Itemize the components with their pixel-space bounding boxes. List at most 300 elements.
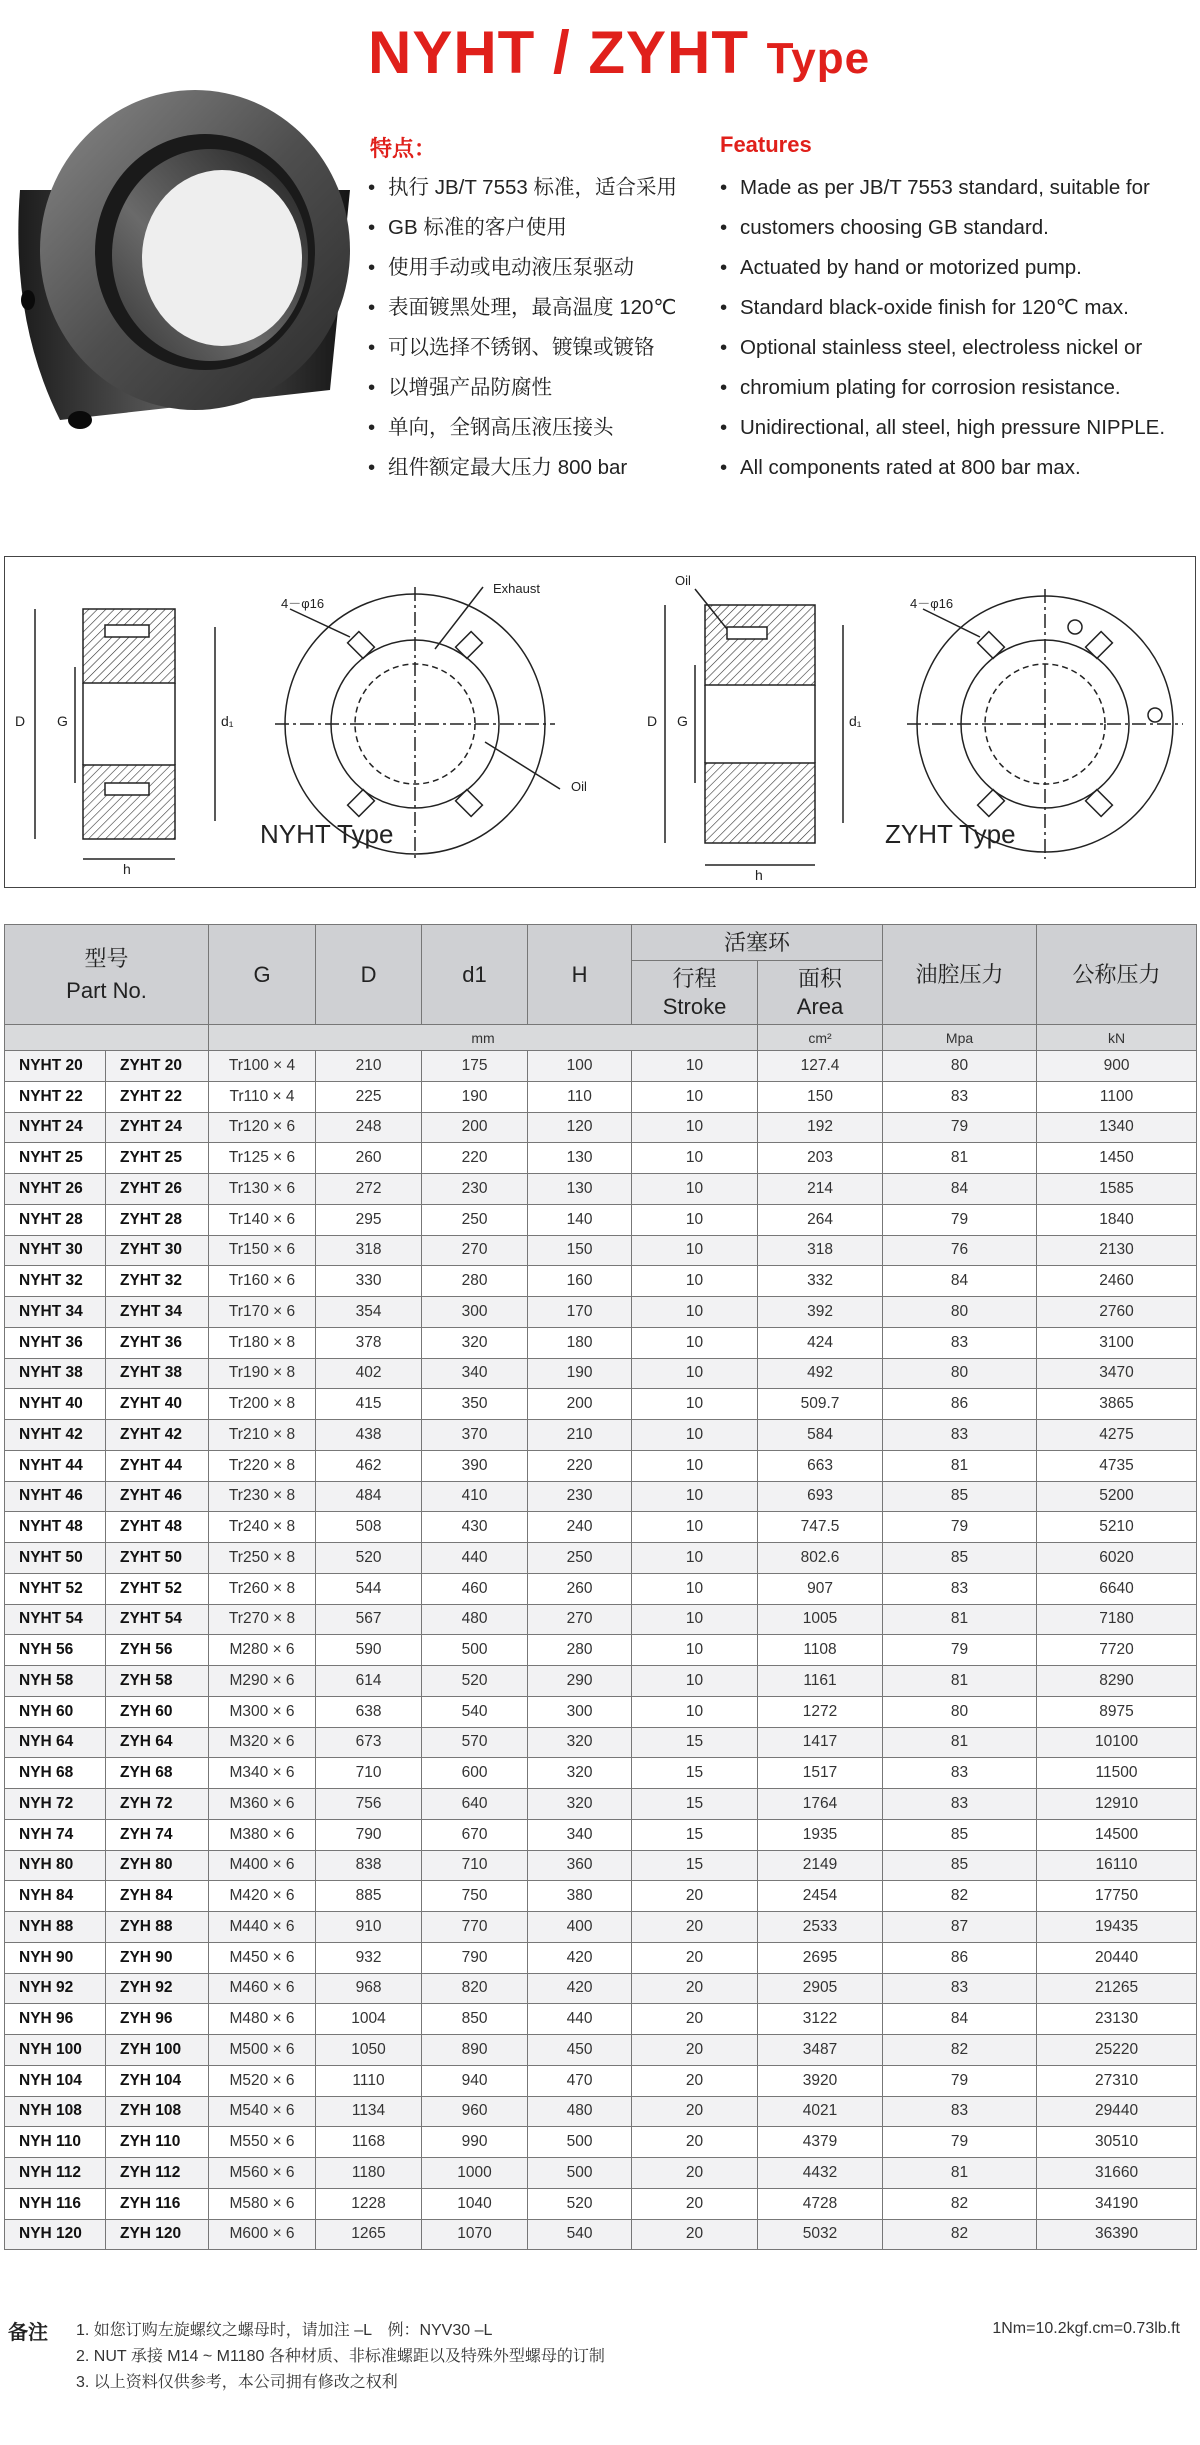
table-cell: 400: [528, 1912, 632, 1943]
table-cell: 86: [883, 1942, 1037, 1973]
table-cell: Tr200 × 8: [209, 1389, 316, 1420]
table-cell: 6020: [1037, 1543, 1197, 1574]
dim-h: h: [123, 861, 131, 877]
table-cell: 1517: [758, 1758, 883, 1789]
feature-item: • customers choosing GB standard.: [720, 208, 1165, 248]
table-cell: 11500: [1037, 1758, 1197, 1789]
table-cell: 1228: [316, 2188, 422, 2219]
table-cell: 21265: [1037, 1973, 1197, 2004]
table-cell: ZYH 88: [106, 1912, 209, 1943]
table-cell: 10: [632, 1327, 758, 1358]
table-cell: 100: [528, 1051, 632, 1082]
table-cell: ZYH 108: [106, 2096, 209, 2127]
table-cell: M360 × 6: [209, 1789, 316, 1820]
feature-item: • 单向，全钢高压液压接头: [368, 408, 677, 448]
table-cell: 470: [528, 2065, 632, 2096]
table-cell: 747.5: [758, 1512, 883, 1543]
table-cell: 83: [883, 1081, 1037, 1112]
table-cell: 15: [632, 1789, 758, 1820]
spec-table-body: [5, 1051, 1197, 2250]
dim-d1-zyht: d₁: [849, 713, 862, 729]
table-cell: ZYHT 30: [106, 1235, 209, 1266]
table-cell: 6640: [1037, 1573, 1197, 1604]
table-cell: 150: [758, 1081, 883, 1112]
table-cell: Tr250 × 8: [209, 1543, 316, 1574]
table-cell: NYHT 50: [5, 1543, 106, 1574]
table-cell: 544: [316, 1573, 422, 1604]
table-cell: 20: [632, 2127, 758, 2158]
table-cell: 4735: [1037, 1450, 1197, 1481]
table-cell: 430: [422, 1512, 528, 1543]
table-cell: 10: [632, 1666, 758, 1697]
feature-item: • 执行 JB/T 7553 标准，适合采用: [368, 168, 677, 208]
table-cell: 10: [632, 1174, 758, 1205]
dim-G: G: [57, 713, 68, 729]
table-cell: 120: [528, 1112, 632, 1143]
table-cell: 500: [528, 2127, 632, 2158]
table-cell: 272: [316, 1174, 422, 1205]
table-cell: Tr220 × 8: [209, 1450, 316, 1481]
table-cell: M400 × 6: [209, 1850, 316, 1881]
table-cell: NYHT 24: [5, 1112, 106, 1143]
table-cell: NYHT 38: [5, 1358, 106, 1389]
table-cell: 940: [422, 2065, 528, 2096]
table-cell: 80: [883, 1051, 1037, 1082]
table-cell: 264: [758, 1204, 883, 1235]
table-row: [5, 1912, 1197, 1943]
table-cell: 673: [316, 1727, 422, 1758]
feature-item: • 表面镀黑处理，最高温度 120℃: [368, 288, 677, 328]
table-cell: 1450: [1037, 1143, 1197, 1174]
feature-item: • Standard black-oxide finish for 120℃ max.: [720, 288, 1165, 328]
table-cell: 509.7: [758, 1389, 883, 1420]
table-cell: 83: [883, 2096, 1037, 2127]
table-cell: 20: [632, 2219, 758, 2250]
table-cell: NYHT 20: [5, 1051, 106, 1082]
table-cell: M450 × 6: [209, 1942, 316, 1973]
table-cell: 175: [422, 1051, 528, 1082]
table-cell: 82: [883, 2035, 1037, 2066]
table-cell: NYHT 36: [5, 1327, 106, 1358]
table-cell: 85: [883, 1819, 1037, 1850]
table-cell: 360: [528, 1850, 632, 1881]
table-cell: 438: [316, 1420, 422, 1451]
table-cell: 23130: [1037, 2004, 1197, 2035]
table-cell: 320: [422, 1327, 528, 1358]
table-cell: 520: [422, 1666, 528, 1697]
table-cell: 590: [316, 1635, 422, 1666]
table-cell: 420: [528, 1942, 632, 1973]
zyht-type-label: ZYHT Type: [885, 819, 1016, 849]
table-cell: 932: [316, 1942, 422, 1973]
table-row: [5, 2188, 1197, 2219]
table-cell: 31660: [1037, 2158, 1197, 2189]
table-cell: 1417: [758, 1727, 883, 1758]
table-cell: 1180: [316, 2158, 422, 2189]
table-cell: 248: [316, 1112, 422, 1143]
table-cell: 910: [316, 1912, 422, 1943]
table-row: [5, 1819, 1197, 1850]
table-cell: 290: [528, 1666, 632, 1697]
table-cell: 180: [528, 1327, 632, 1358]
table-cell: 1935: [758, 1819, 883, 1850]
table-cell: 20: [632, 2188, 758, 2219]
table-cell: 480: [422, 1604, 528, 1635]
table-cell: 3487: [758, 2035, 883, 2066]
table-cell: 378: [316, 1327, 422, 1358]
feature-item: • Unidirectional, all steel, high pressure NIPPLE.: [720, 408, 1165, 448]
table-cell: 10: [632, 1450, 758, 1481]
table-cell: 20: [632, 1973, 758, 2004]
table-cell: NYH 64: [5, 1727, 106, 1758]
table-cell: 27310: [1037, 2065, 1197, 2096]
table-cell: ZYHT 52: [106, 1573, 209, 1604]
table-cell: 4379: [758, 2127, 883, 2158]
table-cell: Tr260 × 8: [209, 1573, 316, 1604]
table-cell: NYHT 44: [5, 1450, 106, 1481]
table-cell: 20: [632, 2035, 758, 2066]
dim-D-zyht: D: [647, 713, 658, 729]
table-cell: 16110: [1037, 1850, 1197, 1881]
table-cell: 15: [632, 1850, 758, 1881]
table-cell: NYHT 46: [5, 1481, 106, 1512]
table-cell: 4728: [758, 2188, 883, 2219]
table-cell: 81: [883, 2158, 1037, 2189]
table-cell: 79: [883, 1112, 1037, 1143]
table-cell: M280 × 6: [209, 1635, 316, 1666]
table-cell: 1004: [316, 2004, 422, 2035]
table-cell: ZYH 96: [106, 2004, 209, 2035]
table-cell: 710: [316, 1758, 422, 1789]
table-cell: M300 × 6: [209, 1696, 316, 1727]
table-cell: 300: [528, 1696, 632, 1727]
table-cell: 508: [316, 1512, 422, 1543]
table-cell: 2905: [758, 1973, 883, 2004]
table-cell: 756: [316, 1789, 422, 1820]
table-cell: 500: [422, 1635, 528, 1666]
table-cell: 79: [883, 1635, 1037, 1666]
table-cell: 81: [883, 1604, 1037, 1635]
features-cn-list: [368, 168, 677, 488]
table-cell: M440 × 6: [209, 1912, 316, 1943]
table-row: [5, 2219, 1197, 2250]
table-row: [5, 1758, 1197, 1789]
header-d: D: [316, 925, 422, 1025]
table-cell: 79: [883, 1512, 1037, 1543]
table-row: [5, 1604, 1197, 1635]
table-cell: 10: [632, 1235, 758, 1266]
table-cell: NYHT 42: [5, 1420, 106, 1451]
table-cell: M460 × 6: [209, 1973, 316, 2004]
unit-mm: mm: [209, 1025, 758, 1051]
table-cell: ZYHT 28: [106, 1204, 209, 1235]
table-cell: 83: [883, 1327, 1037, 1358]
table-cell: 85: [883, 1850, 1037, 1881]
table-cell: 614: [316, 1666, 422, 1697]
table-row: [5, 1512, 1197, 1543]
table-cell: 200: [422, 1112, 528, 1143]
table-cell: 1265: [316, 2219, 422, 2250]
table-cell: 415: [316, 1389, 422, 1420]
table-cell: 20: [632, 1912, 758, 1943]
table-cell: 12910: [1037, 1789, 1197, 1820]
table-cell: ZYH 90: [106, 1942, 209, 1973]
table-cell: 1272: [758, 1696, 883, 1727]
table-cell: 1005: [758, 1604, 883, 1635]
table-cell: M420 × 6: [209, 1881, 316, 1912]
table-cell: 440: [528, 2004, 632, 2035]
table-cell: 420: [528, 1973, 632, 2004]
table-cell: 20: [632, 2096, 758, 2127]
table-cell: 2130: [1037, 1235, 1197, 1266]
table-cell: Tr190 × 8: [209, 1358, 316, 1389]
table-cell: 354: [316, 1297, 422, 1328]
table-row: [5, 1481, 1197, 1512]
table-cell: NYH 96: [5, 2004, 106, 2035]
table-cell: NYHT 48: [5, 1512, 106, 1543]
table-cell: ZYHT 22: [106, 1081, 209, 1112]
table-cell: Tr230 × 8: [209, 1481, 316, 1512]
table-cell: NYH 108: [5, 2096, 106, 2127]
unit-blank: [5, 1025, 209, 1051]
table-cell: NYH 72: [5, 1789, 106, 1820]
features-en-list: [720, 168, 1165, 488]
table-cell: M320 × 6: [209, 1727, 316, 1758]
table-row: [5, 1573, 1197, 1604]
table-row: [5, 2065, 1197, 2096]
table-cell: M540 × 6: [209, 2096, 316, 2127]
table-cell: 82: [883, 1881, 1037, 1912]
table-cell: 440: [422, 1543, 528, 1574]
table-cell: 600: [422, 1758, 528, 1789]
unit-force: kN: [1037, 1025, 1197, 1051]
table-cell: NYH 84: [5, 1881, 106, 1912]
feature-item: • 以增强产品防腐性: [368, 368, 677, 408]
table-cell: 770: [422, 1912, 528, 1943]
table-cell: 520: [528, 2188, 632, 2219]
table-cell: 2460: [1037, 1266, 1197, 1297]
table-cell: 15: [632, 1758, 758, 1789]
table-cell: 638: [316, 1696, 422, 1727]
table-row: [5, 1666, 1197, 1697]
table-cell: 20: [632, 1881, 758, 1912]
table-cell: 10: [632, 1512, 758, 1543]
table-cell: ZYHT 50: [106, 1543, 209, 1574]
feature-item: • Optional stainless steel, electroless nickel or: [720, 328, 1165, 368]
table-cell: 2533: [758, 1912, 883, 1943]
table-cell: NYH 56: [5, 1635, 106, 1666]
table-cell: 330: [316, 1266, 422, 1297]
table-cell: NYHT 32: [5, 1266, 106, 1297]
table-cell: 83: [883, 1758, 1037, 1789]
table-row: [5, 1450, 1197, 1481]
table-cell: M480 × 6: [209, 2004, 316, 2035]
table-row: [5, 1696, 1197, 1727]
table-cell: ZYHT 25: [106, 1143, 209, 1174]
table-cell: 84: [883, 2004, 1037, 2035]
table-row: [5, 1112, 1197, 1143]
table-cell: 30510: [1037, 2127, 1197, 2158]
table-cell: 220: [422, 1143, 528, 1174]
table-cell: NYHT 52: [5, 1573, 106, 1604]
table-cell: 270: [528, 1604, 632, 1635]
table-cell: ZYHT 48: [106, 1512, 209, 1543]
table-cell: 14500: [1037, 1819, 1197, 1850]
table-cell: 790: [316, 1819, 422, 1850]
table-cell: 640: [422, 1789, 528, 1820]
table-cell: 250: [528, 1543, 632, 1574]
table-cell: 320: [528, 1789, 632, 1820]
table-cell: 10100: [1037, 1727, 1197, 1758]
feature-item: • 可以选择不锈钢、镀镍或镀铬: [368, 328, 677, 368]
table-cell: 380: [528, 1881, 632, 1912]
table-cell: 320: [528, 1758, 632, 1789]
table-cell: 320: [528, 1727, 632, 1758]
table-cell: 990: [422, 2127, 528, 2158]
table-cell: ZYH 112: [106, 2158, 209, 2189]
table-cell: 670: [422, 1819, 528, 1850]
table-cell: 85: [883, 1481, 1037, 1512]
table-cell: 192: [758, 1112, 883, 1143]
table-cell: ZYHT 54: [106, 1604, 209, 1635]
table-cell: 402: [316, 1358, 422, 1389]
table-row: [5, 1881, 1197, 1912]
table-row: [5, 1051, 1197, 1082]
table-cell: NYH 88: [5, 1912, 106, 1943]
table-cell: NYH 116: [5, 2188, 106, 2219]
table-cell: 87: [883, 1912, 1037, 1943]
table-cell: 83: [883, 1573, 1037, 1604]
table-cell: Tr240 × 8: [209, 1512, 316, 1543]
table-cell: 462: [316, 1450, 422, 1481]
oil-label-nyht: Oil: [571, 779, 587, 794]
table-cell: 4021: [758, 2096, 883, 2127]
table-cell: 460: [422, 1573, 528, 1604]
table-cell: 1340: [1037, 1112, 1197, 1143]
table-cell: 10: [632, 1389, 758, 1420]
table-cell: 150: [528, 1235, 632, 1266]
table-cell: 10: [632, 1081, 758, 1112]
table-cell: 900: [1037, 1051, 1197, 1082]
table-cell: 84: [883, 1174, 1037, 1205]
table-cell: 10: [632, 1358, 758, 1389]
table-cell: NYH 92: [5, 1973, 106, 2004]
table-cell: M560 × 6: [209, 2158, 316, 2189]
table-cell: 82: [883, 2219, 1037, 2250]
table-cell: 83: [883, 1973, 1037, 2004]
table-cell: M520 × 6: [209, 2065, 316, 2096]
table-row: [5, 2158, 1197, 2189]
table-cell: 84: [883, 1266, 1037, 1297]
table-cell: 3122: [758, 2004, 883, 2035]
table-cell: NYH 104: [5, 2065, 106, 2096]
table-cell: Tr100 × 4: [209, 1051, 316, 1082]
feature-item: • Actuated by hand or motorized pump.: [720, 248, 1165, 288]
table-cell: 250: [422, 1204, 528, 1235]
table-cell: 332: [758, 1266, 883, 1297]
table-cell: 20: [632, 2158, 758, 2189]
table-cell: 540: [528, 2219, 632, 2250]
table-cell: ZYH 110: [106, 2127, 209, 2158]
table-cell: 1000: [422, 2158, 528, 2189]
table-cell: 1040: [422, 2188, 528, 2219]
table-cell: 540: [422, 1696, 528, 1727]
table-row: [5, 1297, 1197, 1328]
table-cell: ZYH 60: [106, 1696, 209, 1727]
table-cell: 190: [422, 1081, 528, 1112]
table-cell: 318: [758, 1235, 883, 1266]
table-cell: 225: [316, 1081, 422, 1112]
table-cell: 20: [632, 1942, 758, 1973]
table-cell: 170: [528, 1297, 632, 1328]
table-row: [5, 2004, 1197, 2035]
table-cell: Tr210 × 8: [209, 1420, 316, 1451]
table-cell: ZYH 68: [106, 1758, 209, 1789]
table-cell: 230: [422, 1174, 528, 1205]
table-cell: 7180: [1037, 1604, 1197, 1635]
table-cell: 1070: [422, 2219, 528, 2250]
spec-table: [4, 924, 1197, 2250]
table-cell: NYH 74: [5, 1819, 106, 1850]
table-cell: 36390: [1037, 2219, 1197, 2250]
table-cell: 802.6: [758, 1543, 883, 1574]
table-cell: 79: [883, 1204, 1037, 1235]
table-cell: 390: [422, 1450, 528, 1481]
table-cell: 130: [528, 1174, 632, 1205]
table-cell: 10: [632, 1051, 758, 1082]
dim-D: D: [15, 713, 26, 729]
table-cell: 85: [883, 1543, 1037, 1574]
table-row: [5, 1266, 1197, 1297]
table-cell: 885: [316, 1881, 422, 1912]
table-cell: NYHT 25: [5, 1143, 106, 1174]
features-en-heading: Features: [720, 132, 812, 157]
table-row: [5, 1235, 1197, 1266]
table-cell: 850: [422, 2004, 528, 2035]
table-cell: Tr180 × 8: [209, 1327, 316, 1358]
table-cell: ZYH 116: [106, 2188, 209, 2219]
feature-item: • Made as per JB/T 7553 standard, suitable for: [720, 168, 1165, 208]
table-row: [5, 1327, 1197, 1358]
header-d1: d1: [422, 925, 528, 1025]
table-cell: 1050: [316, 2035, 422, 2066]
table-cell: NYHT 28: [5, 1204, 106, 1235]
table-cell: 1585: [1037, 1174, 1197, 1205]
feature-item: • All components rated at 800 bar max.: [720, 448, 1165, 488]
table-cell: 130: [528, 1143, 632, 1174]
table-cell: NYH 68: [5, 1758, 106, 1789]
table-cell: 340: [528, 1819, 632, 1850]
table-cell: ZYH 80: [106, 1850, 209, 1881]
table-cell: ZYHT 26: [106, 1174, 209, 1205]
table-cell: 20440: [1037, 1942, 1197, 1973]
notes-label: 备注: [8, 2322, 48, 2344]
table-row: [5, 1850, 1197, 1881]
table-cell: 82: [883, 2188, 1037, 2219]
table-cell: Tr170 × 6: [209, 1297, 316, 1328]
oil-label-zyht: Oil: [675, 573, 691, 588]
table-row: [5, 1204, 1197, 1235]
table-cell: 220: [528, 1450, 632, 1481]
table-cell: ZYHT 38: [106, 1358, 209, 1389]
dim-G-zyht: G: [677, 713, 688, 729]
unit-conversion: 1Nm=10.2kgf.cm=0.73lb.ft: [992, 2320, 1180, 2337]
feature-item: • 组件额定最大压力 800 bar: [368, 448, 677, 488]
table-cell: ZYHT 24: [106, 1112, 209, 1143]
table-cell: ZYH 100: [106, 2035, 209, 2066]
table-row: [5, 1543, 1197, 1574]
header-piston: 活塞环: [632, 925, 883, 961]
